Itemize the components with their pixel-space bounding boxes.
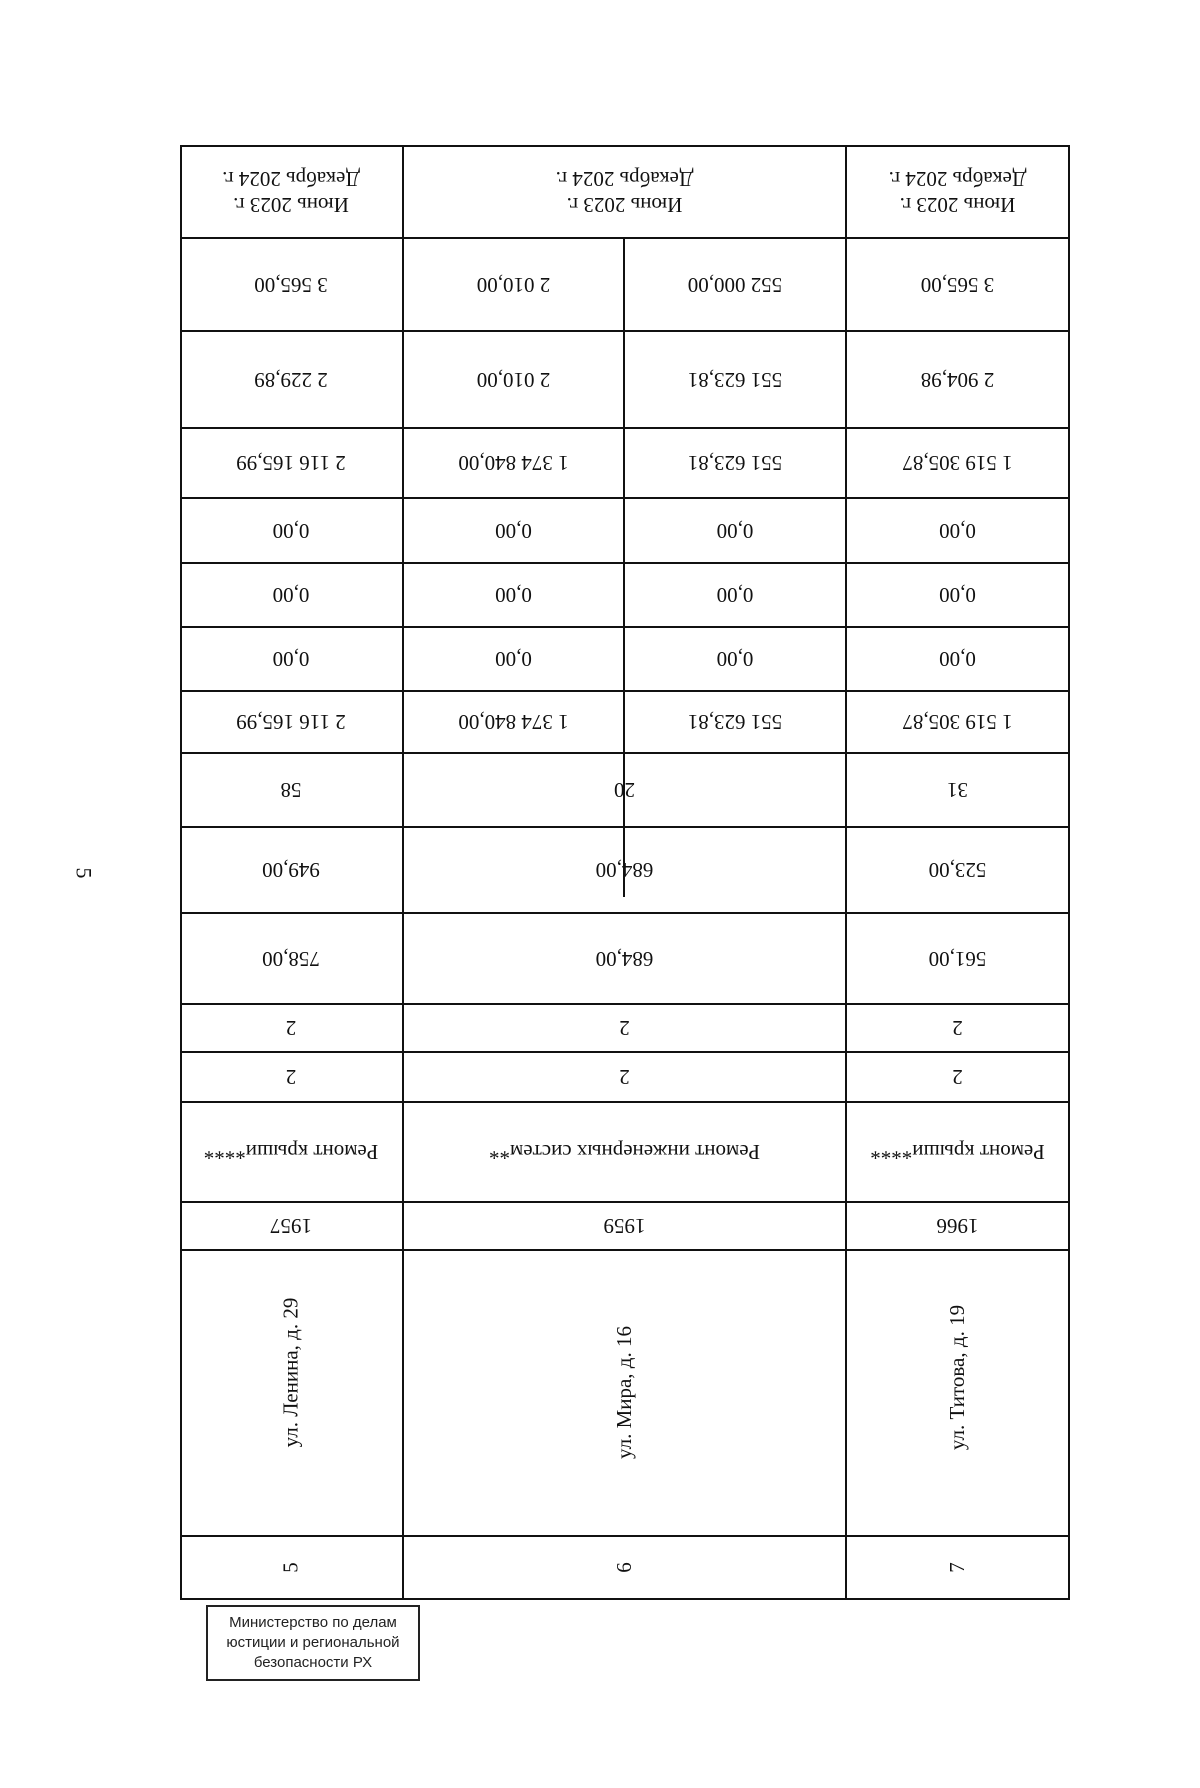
period-cell [180, 147, 402, 237]
period-cell [404, 147, 845, 237]
address-text: ул. Мира, д. 16 [611, 1326, 636, 1459]
row-number-cell: 5 [278, 1562, 303, 1573]
residents-count-cell: 31 [947, 778, 968, 803]
fund-total-cell: 2 116 165,99 [236, 710, 346, 735]
area-cell: 949,00 [262, 858, 320, 883]
ministry-stamp [206, 1605, 420, 1681]
funding-cell: 0,00 [272, 518, 310, 543]
address-text: ул. Титова, д. 19 [945, 1304, 969, 1451]
funding-cell: 0,00 [495, 518, 532, 543]
funding-cell: 0,00 [939, 518, 976, 543]
residents-count-cell: 58 [280, 778, 302, 803]
limit-cost-cell: 3 565,00 [254, 272, 328, 297]
stamp-line: юстиции и региональной [226, 1634, 400, 1651]
area-cell: 523,00 [928, 858, 987, 883]
funding-cell: 0,00 [939, 583, 976, 608]
storeys-cell: 2 [619, 1016, 630, 1041]
total-cost-cell: 2 116 165,99 [236, 451, 346, 476]
year-cell: 1966 [936, 1214, 979, 1239]
funding-cell: 0,00 [716, 647, 754, 672]
area-cell: 561,00 [928, 946, 987, 971]
fund-total-cell: 1 519 305,87 [902, 710, 1013, 735]
limit-cost-cell: 2 010,00 [476, 272, 551, 297]
work-type-cell: Ремонт инженерных систем** [488, 1140, 761, 1165]
cost-per-unit-cell: 2 010,00 [476, 367, 551, 392]
stamp-line: безопасности РХ [253, 1654, 373, 1671]
period-end: Декабрь 2024 г. [222, 167, 360, 191]
area-cell: 684,00 [595, 946, 654, 971]
area-cell: 684,00 [595, 858, 654, 883]
period-start: Июнь 2023 г. [233, 193, 349, 218]
funding-cell: 0,00 [716, 518, 754, 543]
row-number-cell: 6 [612, 1562, 637, 1573]
storeys-cell: 2 [952, 1016, 963, 1041]
period-start: Июнь 2023 г. [899, 193, 1016, 218]
cost-per-unit-cell: 551 623,81 [687, 367, 783, 392]
residents-count-cell: 20 [614, 778, 635, 803]
period-end: Декабрь 2024 г. [888, 167, 1027, 191]
page-number: 5 [71, 867, 97, 879]
total-cost-cell: 551 623,81 [687, 451, 783, 476]
limit-cost-cell: 552 000,00 [687, 272, 783, 297]
fund-total-cell: 1 374 840,00 [458, 710, 569, 735]
cost-per-unit-cell: 2 904,98 [920, 367, 995, 392]
funding-cell: 0,00 [272, 647, 310, 672]
funding-cell: 0,00 [939, 647, 976, 672]
total-cost-cell: 1 519 305,87 [902, 451, 1013, 476]
funding-cell: 0,00 [272, 583, 310, 608]
storeys-cell: 2 [285, 1016, 297, 1041]
limit-cost-cell: 3 565,00 [920, 272, 995, 297]
stamp-line: Министерство по делам [229, 1614, 397, 1631]
funding-cell: 0,00 [495, 647, 532, 672]
work-type-cell: Ремонт крыши**** [203, 1140, 379, 1165]
entrances-cell: 2 [619, 1065, 630, 1090]
total-cost-cell: 1 374 840,00 [458, 451, 569, 476]
address-text: ул. Ленина, д. 29 [278, 1297, 303, 1448]
repair-table [180, 145, 1070, 1600]
work-type-cell: Ремонт крыши**** [870, 1140, 1045, 1165]
period-start: Июнь 2023 г. [566, 193, 683, 218]
period-cell [847, 147, 1068, 237]
year-cell: 1957 [270, 1214, 312, 1239]
table-border [1068, 145, 1070, 1600]
row-number-cell: 7 [945, 1562, 970, 1573]
area-cell: 758,00 [262, 946, 320, 971]
period-end: Декабрь 2024 г. [555, 167, 694, 191]
entrances-cell: 2 [952, 1065, 963, 1090]
year-cell: 1959 [603, 1214, 646, 1239]
cost-per-unit-cell: 2 229,89 [254, 367, 328, 392]
funding-cell: 0,00 [495, 583, 532, 608]
funding-cell: 0,00 [716, 583, 754, 608]
entrances-cell: 2 [285, 1065, 297, 1090]
fund-total-cell: 551 623,81 [687, 710, 783, 735]
